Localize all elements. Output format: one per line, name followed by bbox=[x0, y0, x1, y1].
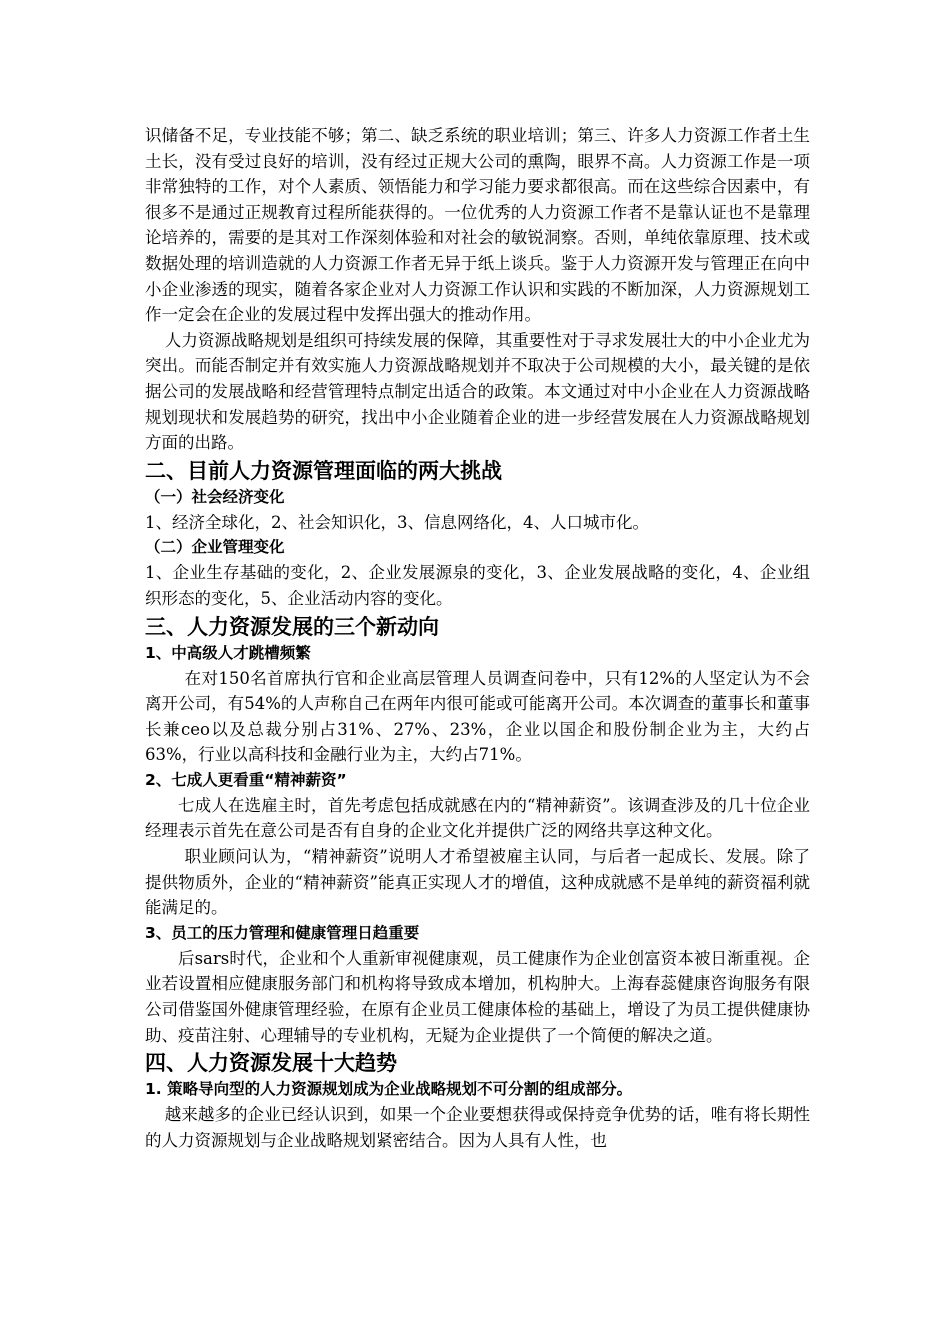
paragraph-strategic-planning: 人力资源战略规划是组织可持续发展的保障，其重要性对于寻求发展壮大的中小企业尤为突出。而能否制定并有效实施人力资源战略规划并不取决于公司规模的大小，最关键的是依据公司的发展战略和经营管理特点制定出适合的政策。本文通过对中小企业在人力资源战略规划现状和发展趋势的研究，找出中小企业随着企业的进一步经营发展在人力资源战略规划方面的出路。 bbox=[145, 330, 810, 453]
subheading-strategic-hr-planning: 1. 策略导向型的人力资源规划成为企业战略规划不可分割的组成部分。 bbox=[145, 1080, 633, 1099]
section-heading-three-trends: 三、人力资源发展的三个新动向 bbox=[145, 614, 439, 639]
paragraph-post-sars-health: 后sars时代，企业和个人重新审视健康观，员工健康作为企业创富资本被日渐重视。企业若设置相应健康服务部门和机构将导致成本增加，机构肿大。上海春蕊健康咨询服务有限公司借鉴国外健康管理经验，在原有企业员工健康体检的基础上，增设了为员工提供健康协助、疫苗注射、心理辅导的专业机构，无疑为企业提供了一个简便的解决之道。 bbox=[145, 948, 810, 1045]
paragraph-enterprise-changes-list: 1、企业生存基础的变化，2、企业发展源泉的变化，3、企业发展战略的变化，4、企业组织形态的变化，5、企业活动内容的变化。 bbox=[145, 563, 810, 608]
document-body bbox=[145, 123, 810, 1153]
paragraph-career-advisor: 职业顾问认为，“精神薪资”说明人才希望被雇主认同，与后者一起成长、发展。除了提供物质外，企业的“精神薪资”能真正实现人才的增值，这种成就感不是单纯的薪资福利就能满足的。 bbox=[145, 847, 810, 918]
subheading-stress-health-management: 3、员工的压力管理和健康管理日趋重要 bbox=[145, 923, 420, 942]
subheading-social-economic-change: （一）社会经济变化 bbox=[145, 487, 285, 506]
paragraph-hr-quality: 识储备不足，专业技能不够；第二、缺乏系统的职业培训；第三、许多人力资源工作者土生土长，没有受过良好的培训，没有经过正规大公司的熏陶，眼界不高。人力资源工作是一项非常独特的工作，对个人素质、领悟能力和学习能力要求都很高。而在这些综合因素中，有很多不是通过正规教育过程所能获得的。一位优秀的人力资源工作者不是靠认证也不是靠理论培养的，需要的是其对工作深刻体验和对社会的敏锐洞察。否则，单纯依靠原理、技术或数据处理的培训造就的人力资源工作者无异于纸上谈兵。鉴于人力资源开发与管理正在向中小企业渗透的现实，随着各家企业对人力资源工作认识和实践的不断加深，人力资源规划工作一定会在企业的发展过程中发挥出强大的推动作用。 bbox=[145, 126, 810, 325]
subheading-spiritual-salary: 2、七成人更看重“精神薪资” bbox=[145, 770, 347, 789]
paragraph-competitive-advantage: 越来越多的企业已经认识到，如果一个企业要想获得或保持竞争优势的话，唯有将长期性的人力资源规划与企业战略规划紧密结合。因为人具有人性，也 bbox=[145, 1105, 810, 1150]
subheading-enterprise-management-change: （二）企业管理变化 bbox=[145, 538, 285, 557]
paragraph-employer-choice: 七成人在选雇主时，首先考虑包括成就感在内的“精神薪资”。该调查涉及的几十位企业经理表示首先在意公司是否有自身的企业文化并提供广泛的网络共享这种文化。 bbox=[145, 795, 810, 841]
section-heading-ten-trends: 四、人力资源发展十大趋势 bbox=[145, 1051, 397, 1076]
subheading-talent-turnover: 1、中高级人才跳槽频繁 bbox=[145, 643, 311, 662]
section-heading-two-challenges: 二、目前人力资源管理面临的两大挑战 bbox=[145, 458, 502, 483]
paragraph-social-changes-list: 1、经济全球化，2、社会知识化，3、信息网络化，4、人口城市化。 bbox=[145, 512, 649, 532]
paragraph-survey-results: 在对150名首席执行官和企业高层管理人员调查问卷中，只有12%的人坚定认为不会离开公司，有54%的人声称自己在两年内很可能或可能离开公司。本次调查的董事长和董事长兼ceo以及总裁分别占31%、27%、23%，企业以国企和股份制企业为主，大约占63%，行业以高科技和金融行业为主，大约占71%。 bbox=[145, 668, 810, 765]
